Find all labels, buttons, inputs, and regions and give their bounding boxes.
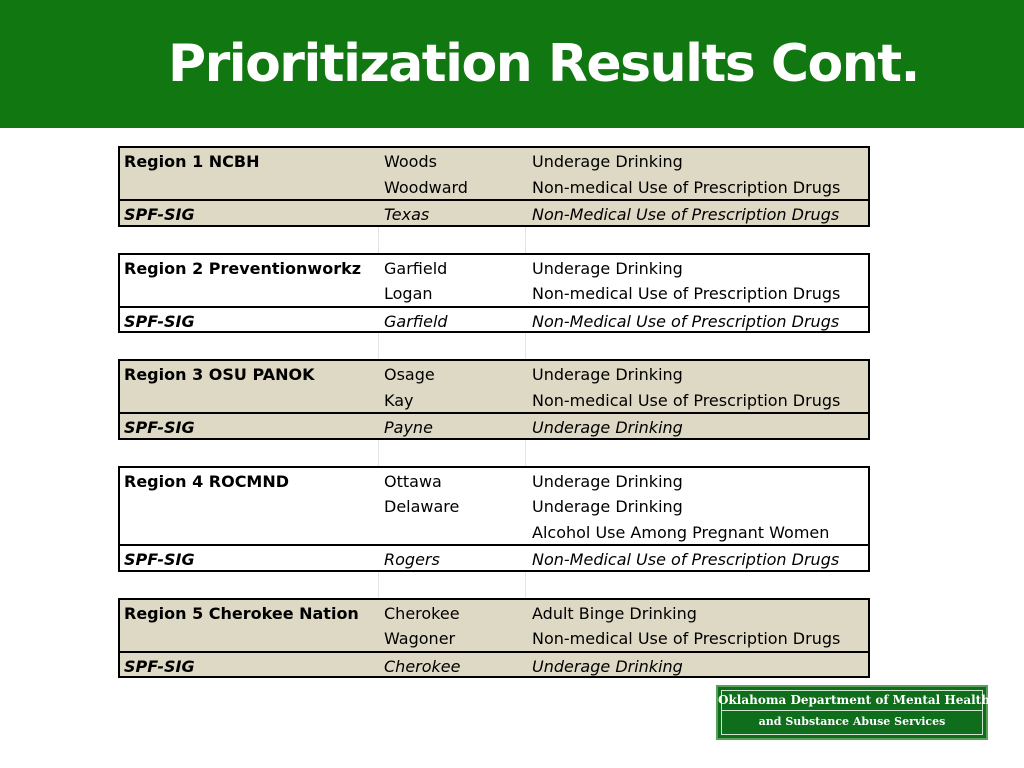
- county-cell: Woods: [384, 152, 437, 171]
- gridline: [525, 572, 526, 598]
- county-cell: Woodward: [384, 177, 468, 197]
- priority-cell: Underage Drinking: [532, 152, 683, 171]
- region-row: [120, 387, 868, 413]
- spf-county: Rogers: [384, 550, 440, 569]
- spacer-row: [118, 333, 870, 359]
- spacer-row: [118, 572, 870, 598]
- spf-county: Cherokee: [384, 656, 461, 676]
- county-cell: Osage: [384, 365, 435, 384]
- priority-cell: Non-medical Use of Prescription Drugs: [532, 629, 841, 648]
- spacer-row: [118, 227, 870, 253]
- county-cell: Delaware: [384, 497, 460, 516]
- priority-cell: Non-medical Use of Prescription Drugs: [532, 177, 841, 197]
- gridline: [378, 440, 379, 466]
- priority-cell: Non-medical Use of Prescription Drugs: [532, 284, 841, 303]
- priority-cell: Adult Binge Drinking: [532, 603, 697, 623]
- region-row: [120, 361, 868, 387]
- logo-divider: [722, 710, 982, 711]
- region-row: [120, 493, 868, 519]
- title-bar: [0, 0, 1024, 128]
- region-row: [120, 519, 868, 545]
- spf-sig-row: [120, 651, 868, 677]
- region-row: [120, 600, 868, 626]
- priority-cell: Underage Drinking: [532, 365, 683, 384]
- region-row: [120, 468, 868, 494]
- spf-priority: Non-Medical Use of Prescription Drugs: [532, 205, 840, 224]
- region-block: [118, 359, 870, 440]
- region-row: [120, 148, 868, 174]
- county-cell: Kay: [384, 390, 414, 410]
- county-cell: Logan: [384, 284, 433, 303]
- prioritization-table: [118, 146, 870, 678]
- logo-line-2: and Substance Abuse Services: [758, 715, 946, 728]
- priority-cell: Underage Drinking: [532, 497, 683, 516]
- county-cell: Ottawa: [384, 471, 442, 491]
- region-row: [120, 280, 868, 306]
- gridline: [378, 572, 379, 598]
- region-row: [120, 255, 868, 281]
- spf-county: Texas: [384, 205, 430, 224]
- priority-cell: Underage Drinking: [532, 258, 683, 278]
- region-block: [118, 466, 870, 572]
- gridline: [378, 333, 379, 359]
- gridline: [378, 227, 379, 253]
- spf-label: SPF-SIG: [124, 550, 195, 569]
- priority-cell: Underage Drinking: [532, 471, 683, 491]
- spf-priority: Non-Medical Use of Prescription Drugs: [532, 311, 840, 331]
- county-cell: Wagoner: [384, 629, 456, 648]
- spf-sig-row: [120, 544, 868, 570]
- region-block: [118, 253, 870, 334]
- gridline: [525, 227, 526, 253]
- spf-county: Payne: [384, 418, 433, 437]
- spf-label: SPF-SIG: [124, 656, 195, 676]
- region-row: [120, 174, 868, 200]
- region-row: [120, 625, 868, 651]
- spf-label: SPF-SIG: [124, 418, 195, 437]
- priority-cell: Non-medical Use of Prescription Drugs: [532, 390, 841, 410]
- spf-sig-row: [120, 412, 868, 438]
- spf-label: SPF-SIG: [124, 205, 195, 224]
- spf-sig-row: [120, 199, 868, 225]
- priority-cell: Alcohol Use Among Pregnant Women: [532, 522, 830, 542]
- region-block: [118, 146, 870, 227]
- region-name: Region 2 Preventionworkz: [124, 258, 362, 278]
- region-name: Region 5 Cherokee Nation: [124, 603, 359, 623]
- spf-priority: Underage Drinking: [532, 656, 683, 676]
- slide-title: Prioritization Results Cont.: [168, 34, 919, 94]
- region-name: Region 3 OSU PANOK: [124, 365, 315, 384]
- spf-priority: Non-Medical Use of Prescription Drugs: [532, 550, 840, 569]
- gridline: [525, 440, 526, 466]
- region-name: Region 1 NCBH: [124, 152, 260, 171]
- county-cell: Garfield: [384, 258, 448, 278]
- spf-label: SPF-SIG: [124, 311, 195, 331]
- odmhsas-logo: [716, 685, 988, 740]
- region-block: [118, 598, 870, 679]
- gridline: [525, 333, 526, 359]
- logo-line-1: Oklahoma Department of Mental Health: [718, 693, 990, 707]
- spf-county: Garfield: [384, 311, 448, 331]
- region-name: Region 4 ROCMND: [124, 471, 290, 491]
- county-cell: Cherokee: [384, 603, 460, 623]
- spacer-row: [118, 440, 870, 466]
- spf-priority: Underage Drinking: [532, 418, 683, 437]
- spf-sig-row: [120, 306, 868, 332]
